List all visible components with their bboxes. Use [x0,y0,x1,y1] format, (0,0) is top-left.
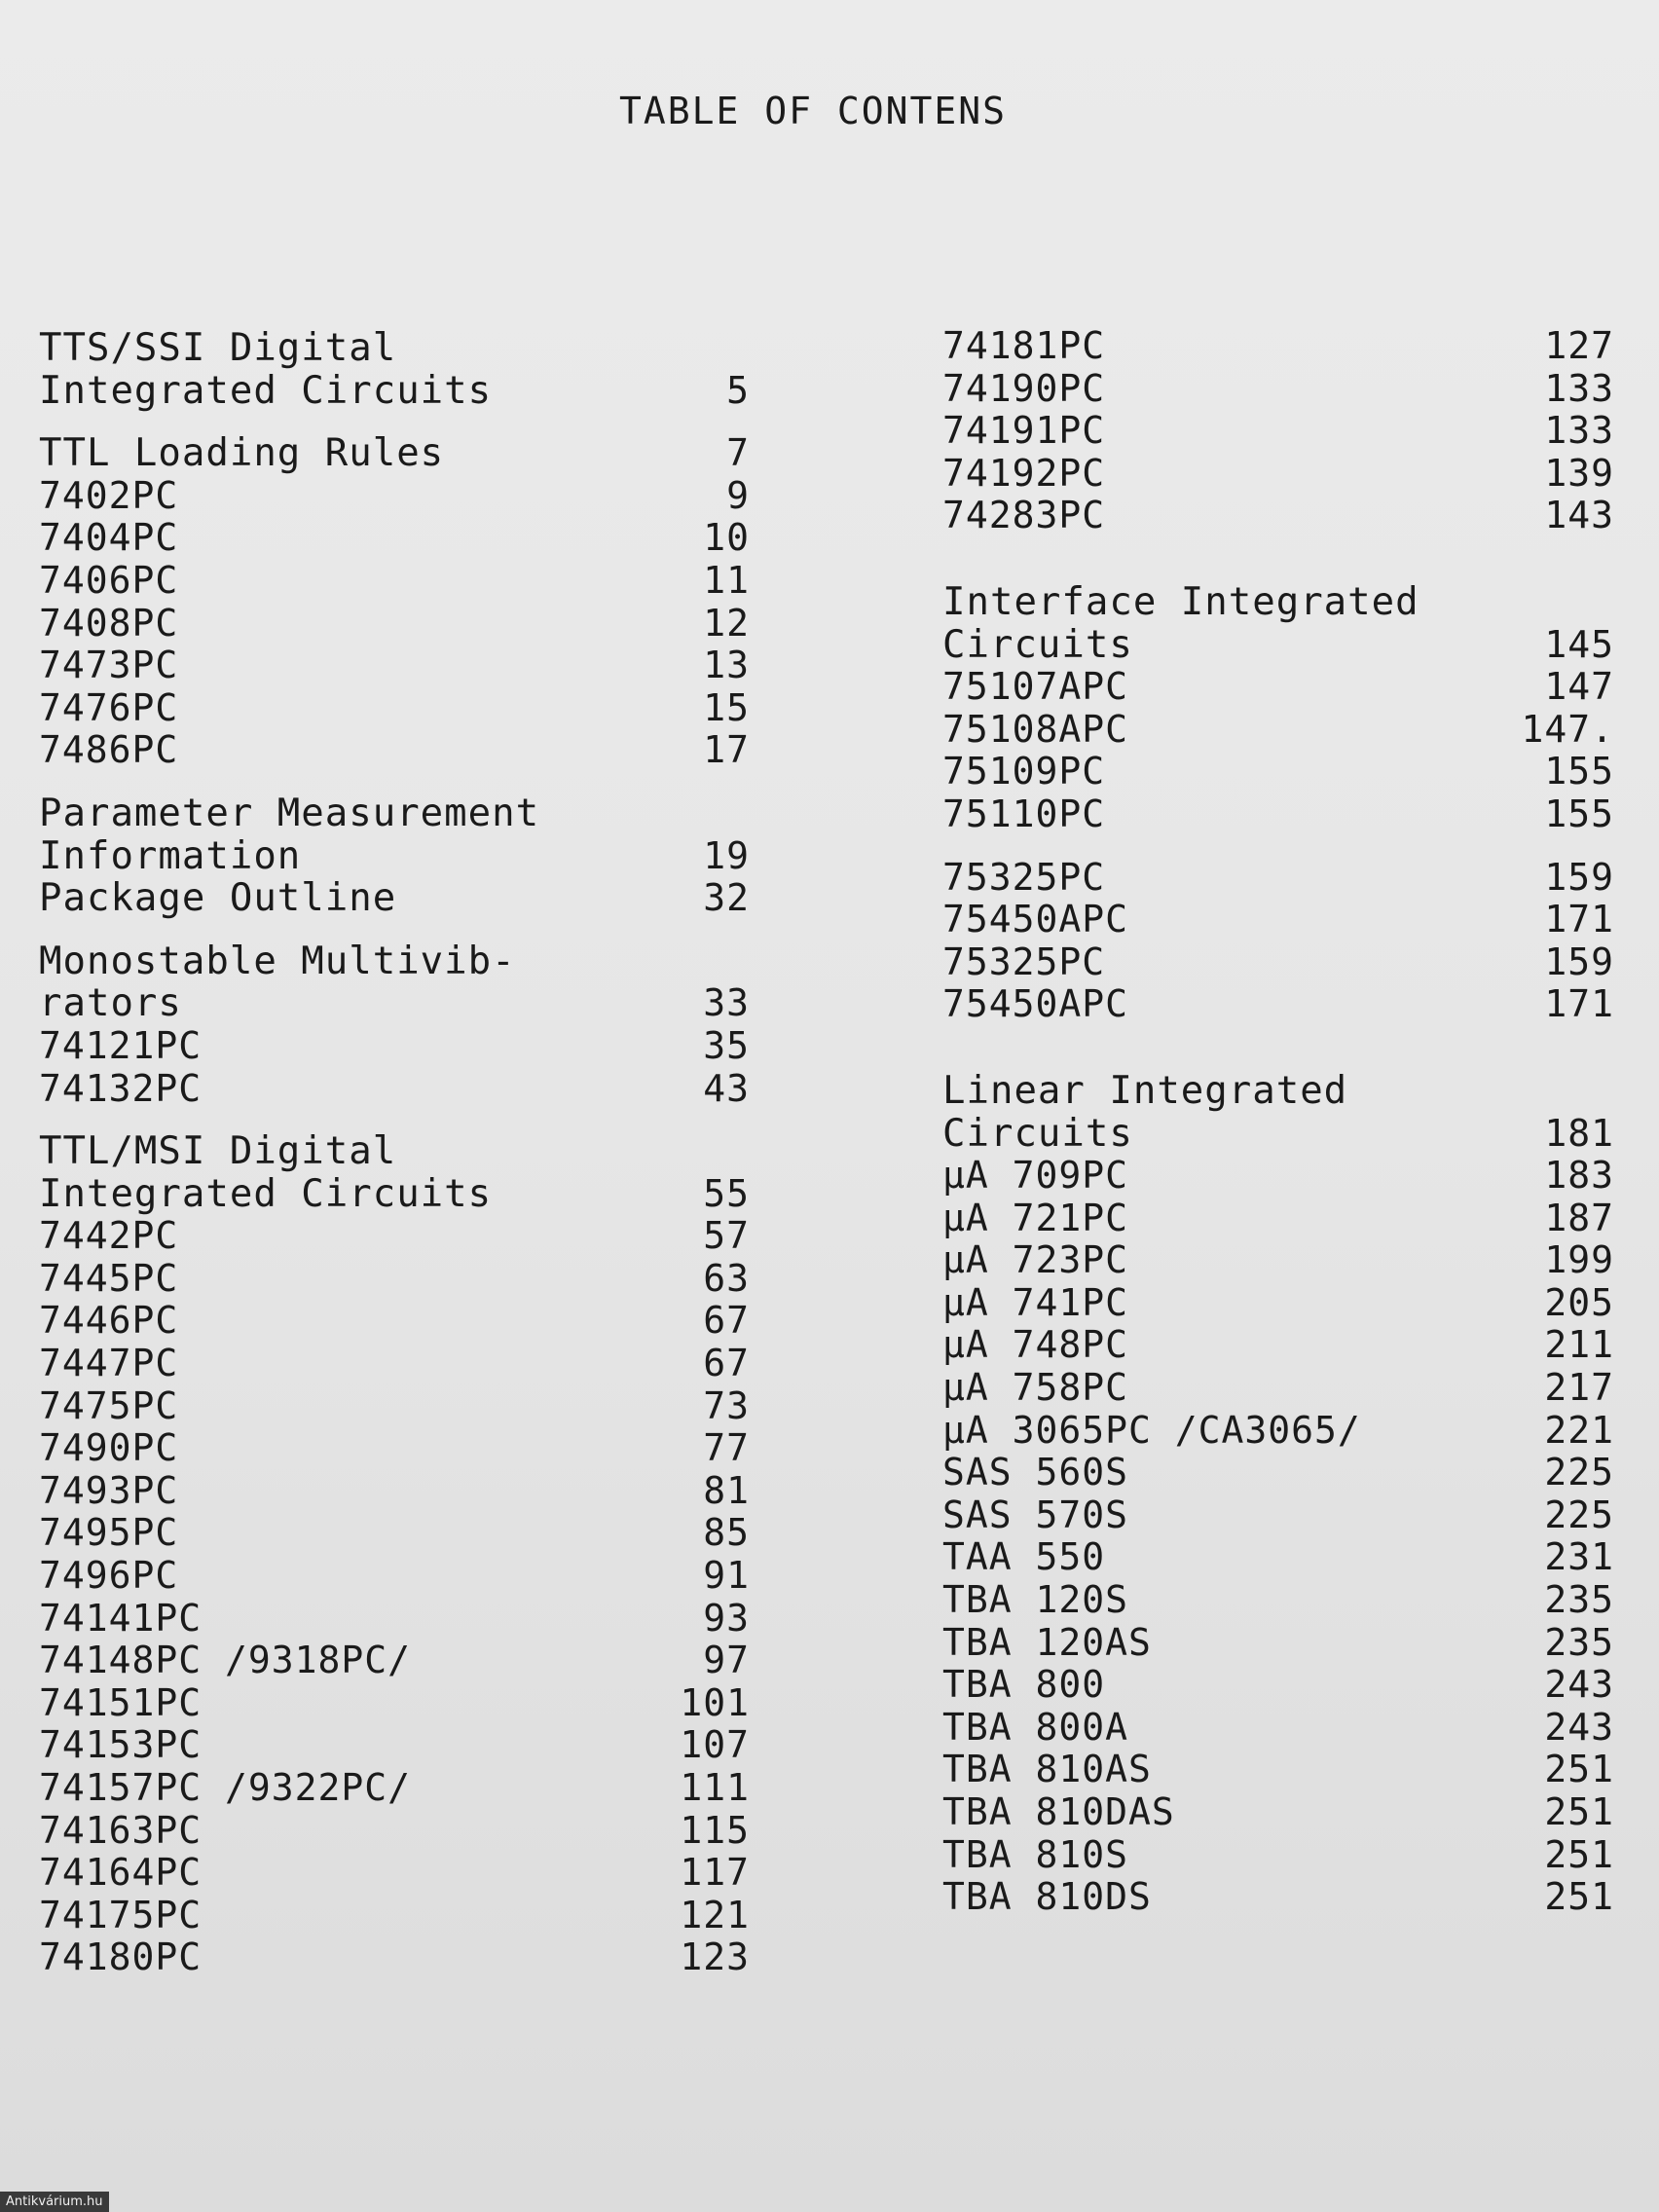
toc-label: 74191PC [942,409,1106,453]
toc-entry [39,1025,750,1068]
toc-label: 74151PC [39,1680,203,1724]
page-title: TABLE OF CONTENS [618,90,1008,132]
toc-entry [942,941,1614,984]
toc-label: 74157PC /9322PC/ [39,1766,412,1809]
toc-page-number: 35 [703,1023,750,1067]
toc-entry [942,325,1614,368]
toc-page-number: 183 [1544,1154,1614,1198]
toc-entry [942,1664,1614,1707]
toc-page-number: 107 [680,1723,750,1767]
toc-entry [39,835,750,878]
toc-label: TBA 810AS [942,1748,1152,1791]
toc-label: 7406PC [39,558,179,602]
toc-label: TBA 800A [942,1705,1129,1749]
toc-page-number: 19 [703,833,750,877]
toc-entry [942,1622,1614,1665]
toc-label: Circuits [942,622,1133,667]
toc-page-number: 147 [1544,665,1614,709]
toc-entry [942,899,1614,941]
toc-page-number: 5 [726,368,750,412]
toc-page-number: 225 [1544,1493,1614,1536]
toc-entry [39,1724,750,1767]
toc-page-number: 187 [1544,1196,1614,1239]
toc-page-number: 57 [703,1214,750,1258]
toc-page-number: 251 [1544,1748,1614,1791]
toc-page-number: 111 [680,1766,750,1809]
toc-label: 74192PC [942,451,1106,495]
toc-page-number: 221 [1544,1408,1614,1452]
toc-label: TBA 810DAS [942,1790,1175,1833]
toc-page-number: 205 [1544,1280,1614,1324]
toc-entry [39,1512,750,1555]
toc-page-number: 133 [1544,366,1614,410]
toc-left-column [39,327,750,1979]
toc-entry [39,1682,750,1725]
toc-label: 74148PC /9318PC/ [39,1639,412,1682]
watermark: Antikvárium.hu [0,2192,109,2212]
toc-page-number: 139 [1544,451,1614,495]
toc-entry [942,1579,1614,1622]
toc-entry [39,729,750,772]
toc-page-number: 243 [1544,1663,1614,1707]
toc-entry [39,327,750,370]
toc-page-number: 231 [1544,1535,1614,1579]
toc-label: µA 3065PC /CA3065/ [942,1408,1361,1452]
toc-entry [942,1324,1614,1367]
toc-label: 7475PC [39,1383,179,1427]
toc-label: 74283PC [942,494,1106,537]
toc-label: Parameter Measurement [39,791,540,835]
toc-entry [942,1070,1614,1113]
toc-label: 7442PC [39,1214,179,1258]
toc-page-number: 217 [1544,1366,1614,1410]
toc-entry [942,1791,1614,1834]
toc-entry [942,495,1614,537]
toc-label: 75450APC [942,982,1129,1026]
toc-entry [39,793,750,835]
toc-page-number: 171 [1544,982,1614,1026]
toc-entry [942,1876,1614,1919]
toc-page-number: 32 [703,876,750,920]
toc-entry [39,1852,750,1895]
toc-page-number: 155 [1544,750,1614,793]
toc-label: rators [39,981,182,1026]
toc-page-number: 133 [1544,409,1614,453]
toc-label: µA 758PC [942,1366,1129,1410]
toc-page-number: 243 [1544,1705,1614,1749]
toc-label: Linear Integrated [942,1068,1348,1113]
toc-label: TBA 120AS [942,1620,1152,1664]
toc-page-number: 67 [703,1299,750,1343]
toc-entry [39,877,750,920]
toc-entry [39,1555,750,1598]
toc-label: 7408PC [39,601,179,645]
toc-entry [942,410,1614,453]
toc-entry [942,666,1614,709]
toc-entry [942,1198,1614,1240]
toc-label: Package Outline [39,876,397,921]
toc-label: µA 748PC [942,1323,1129,1367]
toc-label: 7490PC [39,1426,179,1470]
toc-page-number: 155 [1544,792,1614,835]
toc-page-number: 73 [703,1383,750,1427]
toc-page-number: 159 [1544,855,1614,899]
toc-label: 74163PC [39,1808,203,1852]
toc-entry [39,1300,750,1343]
toc-page-number: 171 [1544,898,1614,941]
toc-page-number: 101 [680,1680,750,1724]
toc-entry [39,1427,750,1470]
toc-label: 75325PC [942,940,1106,983]
toc-label: Integrated Circuits [39,1171,493,1216]
toc-page-number: 251 [1544,1832,1614,1876]
toc-page-number: 147. [1521,707,1614,751]
toc-page-number: 225 [1544,1451,1614,1494]
toc-page-number: 55 [703,1171,750,1215]
toc-entry [942,1834,1614,1877]
toc-page-number: 43 [703,1066,750,1110]
toc-label: Circuits [942,1111,1133,1156]
toc-label: TAA 550 [942,1535,1106,1579]
toc-entry [39,687,750,730]
toc-entry [942,1410,1614,1453]
toc-page-number: 33 [703,981,750,1025]
toc-label: TTL Loading Rules [39,431,445,476]
toc-entry [942,1452,1614,1494]
toc-label: 75325PC [942,855,1106,899]
toc-label: 74141PC [39,1596,203,1640]
toc-page-number: 81 [703,1468,750,1512]
toc-page-number: 77 [703,1426,750,1470]
toc-page-number: 85 [703,1511,750,1555]
toc-label: 7404PC [39,516,179,560]
toc-label: 74180PC [39,1936,203,1979]
toc-entry [942,1749,1614,1791]
toc-label: 75110PC [942,792,1106,835]
toc-label: µA 721PC [942,1196,1129,1239]
toc-entry [39,1343,750,1385]
toc-label: 7447PC [39,1342,179,1385]
toc-label: 75107APC [942,665,1129,709]
toc-page-number: 145 [1544,622,1614,666]
toc-label: 74132PC [39,1066,203,1110]
toc-label: 75109PC [942,750,1106,793]
toc-page-number: 7 [726,431,750,475]
toc-page-number: 67 [703,1342,750,1385]
toc-entry [942,857,1614,900]
toc-label: µA 723PC [942,1238,1129,1282]
toc-entry [39,1810,750,1853]
toc-entry [942,1367,1614,1410]
toc-entry [942,368,1614,411]
toc-entry [942,581,1614,624]
toc-label: 74121PC [39,1023,203,1067]
toc-label: 7486PC [39,728,179,772]
toc-entry [39,560,750,603]
toc-label: 75108APC [942,707,1129,751]
toc-label: Integrated Circuits [39,368,493,413]
toc-label: µA 741PC [942,1280,1129,1324]
toc-entry [39,1215,750,1258]
toc-entry [39,982,750,1025]
toc-label: 7445PC [39,1256,179,1300]
toc-entry [942,1113,1614,1156]
toc-entry [39,1385,750,1428]
toc-entry [942,1707,1614,1750]
toc-label: 7446PC [39,1299,179,1343]
toc-page-number: 63 [703,1256,750,1300]
toc-label: 7473PC [39,644,179,687]
toc-label: 7402PC [39,473,179,517]
toc-label: 74190PC [942,366,1106,410]
toc-page-number: 91 [703,1554,750,1598]
toc-entry [39,475,750,518]
toc-entry [39,1470,750,1513]
toc-label: TBA 800 [942,1663,1106,1707]
toc-page-number: 143 [1544,494,1614,537]
toc-page-number: 121 [680,1893,750,1936]
toc-label: Information [39,833,302,878]
toc-page-number: 13 [703,644,750,687]
toc-entry [39,1640,750,1682]
toc-label: TBA 810S [942,1832,1129,1876]
toc-label: 74164PC [39,1851,203,1895]
toc-label: Interface Integrated [942,579,1419,624]
toc-entry [39,1068,750,1111]
toc-label: 7493PC [39,1468,179,1512]
toc-page-number: 123 [680,1936,750,1979]
toc-label: 74153PC [39,1723,203,1767]
toc-entry [942,1494,1614,1537]
toc-entry [39,603,750,645]
toc-entry [39,1895,750,1937]
toc-entry [942,709,1614,752]
toc-label: 7495PC [39,1511,179,1555]
toc-label: TTS/SSI Digital [39,326,397,370]
toc-entry [39,370,750,413]
toc-page-number: 181 [1544,1111,1614,1155]
toc-page-number: 97 [703,1639,750,1682]
toc-entry [942,751,1614,793]
toc-page-number: 11 [703,558,750,602]
toc-entry [39,1258,750,1301]
toc-entry [942,624,1614,667]
toc-page-number: 251 [1544,1790,1614,1833]
toc-label: TBA 120S [942,1578,1129,1622]
toc-label: 74181PC [942,324,1106,367]
toc-page-number: 235 [1544,1578,1614,1622]
toc-page-number: 115 [680,1808,750,1852]
toc-entry [39,1598,750,1641]
toc-page-number: 93 [703,1596,750,1640]
toc-entry [39,1936,750,1979]
toc-page-number: 9 [726,473,750,517]
toc-label: 74175PC [39,1893,203,1936]
toc-page-number: 12 [703,601,750,645]
toc-label: µA 709PC [942,1154,1129,1198]
toc-label: 7496PC [39,1554,179,1598]
toc-page-number: 251 [1544,1875,1614,1919]
toc-page-number: 15 [703,685,750,729]
toc-label: TTL/MSI Digital [39,1129,397,1174]
toc-page-number: 17 [703,728,750,772]
toc-label: 75450APC [942,898,1129,941]
toc-entry [39,1130,750,1173]
toc-entry [39,517,750,560]
toc-entry [942,983,1614,1026]
toc-label: SAS 560S [942,1451,1129,1494]
toc-page-number: 199 [1544,1238,1614,1282]
toc-page-number: 235 [1544,1620,1614,1664]
toc-page-number: 117 [680,1851,750,1895]
toc-entry [39,1767,750,1810]
toc-label: SAS 570S [942,1493,1129,1536]
toc-entry [942,1155,1614,1198]
toc-entry [942,793,1614,836]
toc-entry [942,1239,1614,1282]
toc-entry [39,432,750,475]
toc-page-number: 10 [703,516,750,560]
toc-label: 7476PC [39,685,179,729]
toc-entry [942,1536,1614,1579]
toc-label: TBA 810DS [942,1875,1152,1919]
toc-entry [942,1282,1614,1325]
toc-entry [39,645,750,687]
toc-label: Monostable Multivib- [39,939,516,983]
toc-entry [942,453,1614,496]
toc-page-number: 211 [1544,1323,1614,1367]
toc-right-column [942,325,1614,1919]
toc-entry [39,940,750,983]
toc-page-number: 127 [1544,324,1614,367]
toc-page-number: 159 [1544,940,1614,983]
toc-entry [39,1173,750,1216]
